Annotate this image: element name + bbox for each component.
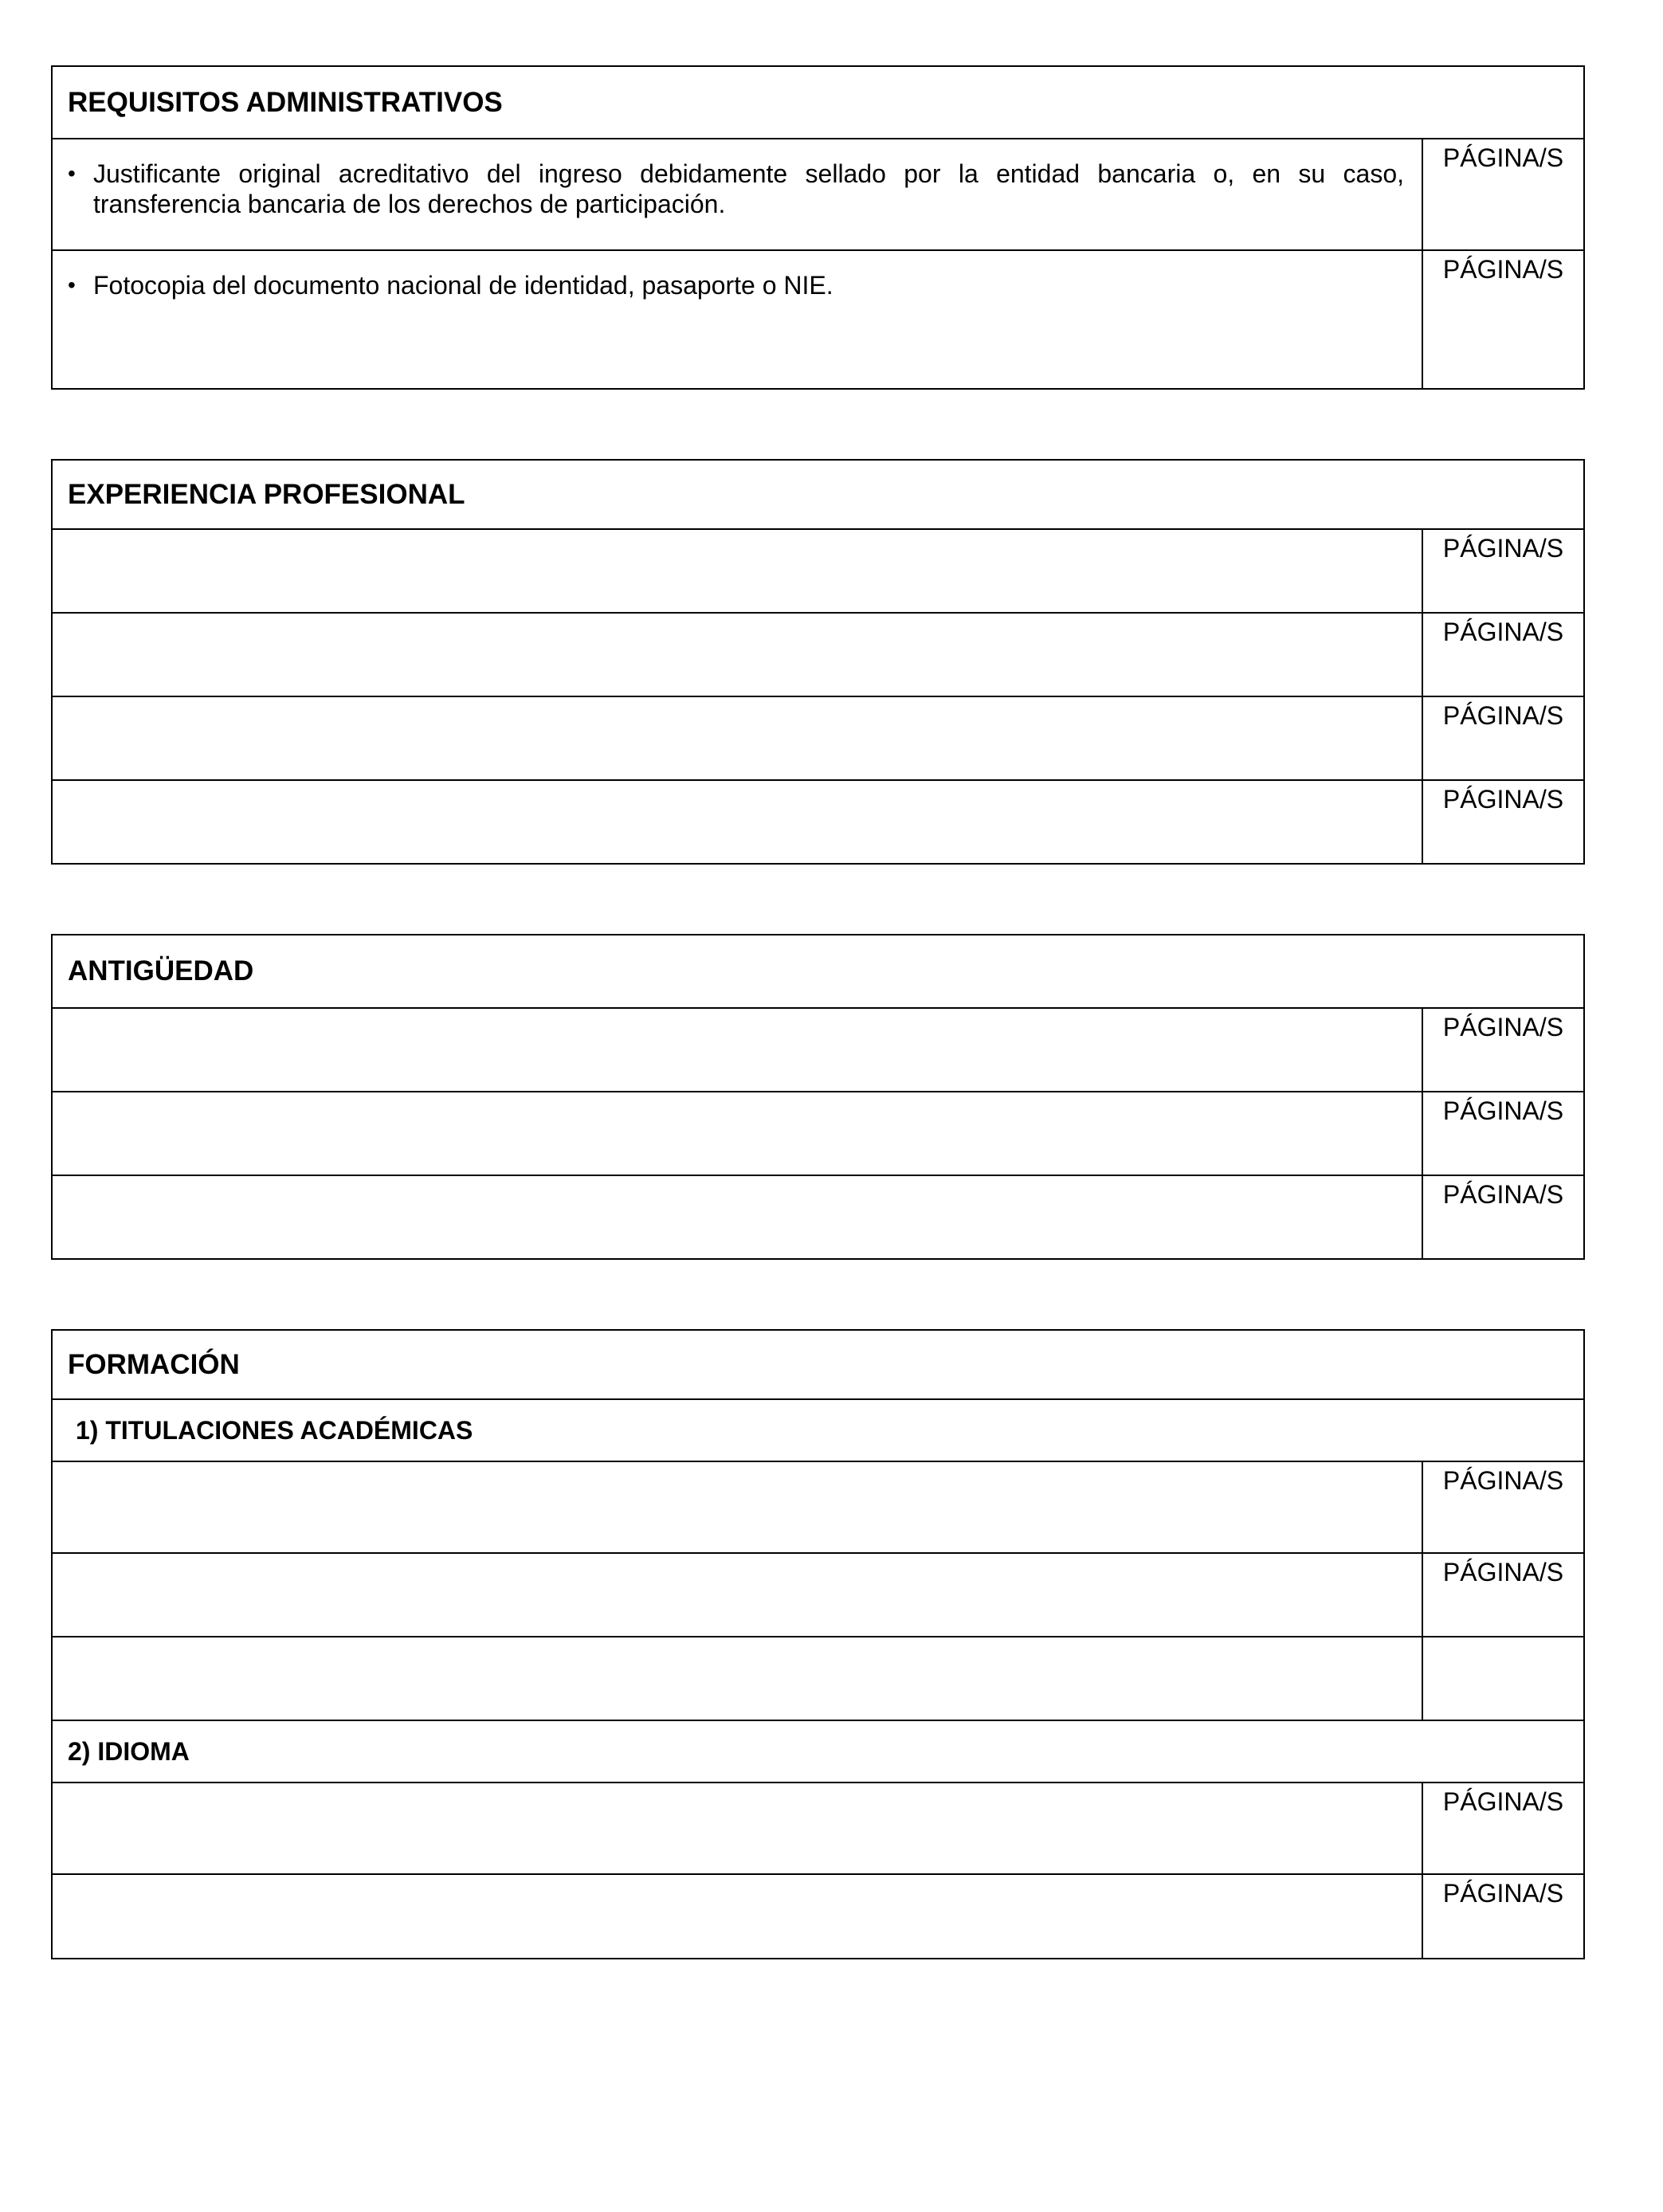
training-table bbox=[51, 1329, 1585, 1959]
seniority-entry-cell[interactable] bbox=[52, 1092, 1422, 1175]
seniority-entry-cell[interactable] bbox=[52, 1175, 1422, 1259]
experience-entry-cell[interactable] bbox=[52, 613, 1422, 696]
admin-item-receipt[interactable] bbox=[52, 139, 1422, 250]
academic-degrees-subtitle: 1) TITULACIONES ACADÉMICAS bbox=[52, 1399, 1584, 1461]
language-entry-cell[interactable] bbox=[52, 1874, 1422, 1959]
experience-table bbox=[51, 459, 1585, 865]
page-ref-cell[interactable]: PÁGINA/S bbox=[1422, 1553, 1584, 1637]
seniority-section-title: ANTIGÜEDAD bbox=[52, 935, 1584, 1008]
seniority-entry-cell[interactable] bbox=[52, 1008, 1422, 1092]
page-ref-cell[interactable]: PÁGINA/S bbox=[1422, 1874, 1584, 1959]
experience-entry-cell[interactable] bbox=[52, 529, 1422, 613]
degree-entry-cell[interactable] bbox=[52, 1461, 1422, 1553]
page-ref-cell[interactable]: PÁGINA/S bbox=[1422, 139, 1584, 250]
admin-item-text: Fotocopia del documento nacional de identidad, pasaporte o NIE. bbox=[93, 271, 833, 300]
bullet-icon: • bbox=[68, 273, 76, 297]
page-ref-cell[interactable]: PÁGINA/S bbox=[1422, 696, 1584, 780]
admin-item-text: Justificante original acreditativo del ingreso debidamente sellado por la entidad bancaria o, en su caso, transferencia bancaria de los derechos de participación. bbox=[93, 159, 1404, 218]
page-ref-cell-empty[interactable] bbox=[1422, 1637, 1584, 1720]
language-subtitle: 2) IDIOMA bbox=[52, 1720, 1584, 1783]
page-ref-cell[interactable]: PÁGINA/S bbox=[1422, 780, 1584, 864]
page-ref-cell[interactable]: PÁGINA/S bbox=[1422, 1461, 1584, 1553]
page-ref-cell[interactable]: PÁGINA/S bbox=[1422, 529, 1584, 613]
page-ref-cell[interactable]: PÁGINA/S bbox=[1422, 250, 1584, 389]
degree-entry-cell[interactable] bbox=[52, 1553, 1422, 1637]
admin-requirements-table bbox=[51, 65, 1585, 390]
training-section-title: FORMACIÓN bbox=[52, 1330, 1584, 1399]
bullet-icon: • bbox=[68, 161, 76, 186]
seniority-table bbox=[51, 934, 1585, 1260]
experience-entry-cell[interactable] bbox=[52, 780, 1422, 864]
page-ref-cell[interactable]: PÁGINA/S bbox=[1422, 1783, 1584, 1874]
page-ref-cell[interactable]: PÁGINA/S bbox=[1422, 613, 1584, 696]
page-ref-cell[interactable]: PÁGINA/S bbox=[1422, 1092, 1584, 1175]
page-ref-cell[interactable]: PÁGINA/S bbox=[1422, 1175, 1584, 1259]
language-entry-cell[interactable] bbox=[52, 1783, 1422, 1874]
page-ref-cell[interactable]: PÁGINA/S bbox=[1422, 1008, 1584, 1092]
experience-entry-cell[interactable] bbox=[52, 696, 1422, 780]
admin-section-title: REQUISITOS ADMINISTRATIVOS bbox=[52, 66, 1584, 139]
experience-section-title: EXPERIENCIA PROFESIONAL bbox=[52, 460, 1584, 529]
degree-entry-cell[interactable] bbox=[52, 1637, 1422, 1720]
admin-item-id-copy[interactable] bbox=[52, 250, 1422, 389]
